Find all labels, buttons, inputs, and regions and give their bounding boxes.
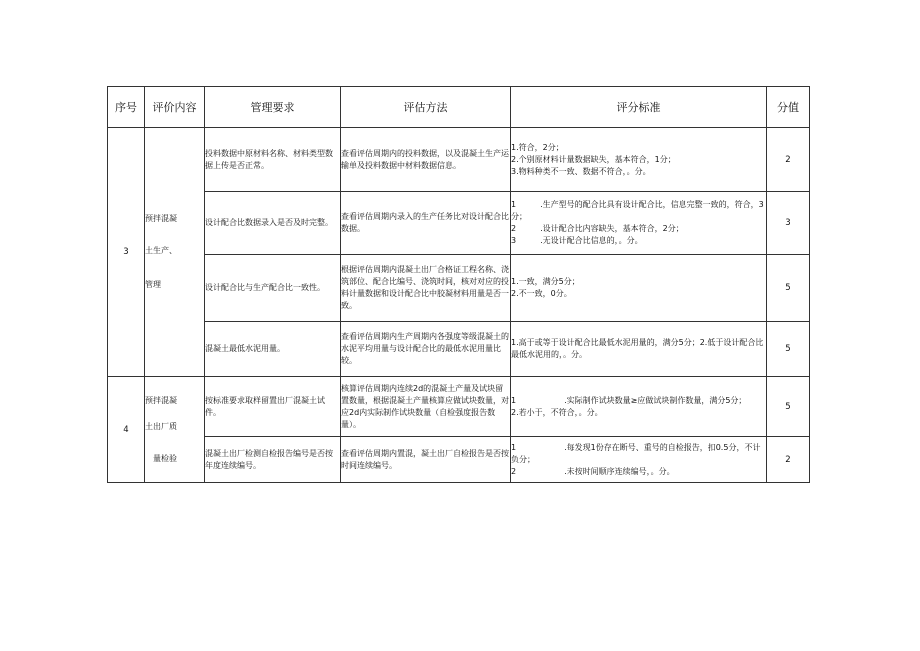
- header-number: 序号: [108, 87, 145, 128]
- method-cell: 查看评估周期内生产周期内各强度等级混凝土的水泥平均用量与设计配合比的最低水泥用量比较。: [341, 322, 511, 377]
- requirement-cell: 投料数据中原材料名称、材料类型数据上传是否正常。: [205, 128, 341, 192]
- criteria-line: 1 .每发现1份存在断号、重号的自检报告，扣0.5分，不计负分；: [511, 442, 761, 464]
- table-header-row: [108, 87, 810, 128]
- criteria-line: 3.物料种类不一致、数据不符合，。分。: [511, 166, 651, 176]
- content-line: 量检验: [153, 453, 177, 463]
- table-row: [108, 192, 810, 255]
- header-criteria: 评分标准: [511, 87, 767, 128]
- method-cell: 核算评估周期内连续2d的混凝土产量及试块留置数量，根据混凝土产量核算应做试块数量，对应2d内实际制作试块数量（自检强度报告数量）。: [341, 377, 511, 437]
- criteria-cell: [511, 128, 767, 192]
- requirement-cell: 混凝土最低水泥用量。: [205, 322, 341, 377]
- header-content: 评价内容: [145, 87, 205, 128]
- method-cell: 查看评估周期内置混，凝土出厂自检报告是否按时间连续编号。: [341, 437, 511, 483]
- criteria-cell: [511, 192, 767, 255]
- table-row: [108, 377, 810, 437]
- score-cell: 2: [767, 128, 810, 192]
- criteria-line: 3 .无设计配合比信息的，。分。: [511, 236, 643, 245]
- content-line: 管理: [145, 280, 161, 289]
- criteria-line: 2 .设计配合比内容缺失，基本符合，2分；: [511, 224, 684, 233]
- content-line: 土生产、: [145, 246, 177, 255]
- criteria-cell: [511, 322, 767, 377]
- score-cell: 3: [767, 192, 810, 255]
- criteria-cell: [511, 255, 767, 322]
- score-cell: 5: [767, 322, 810, 377]
- header-score: 分值: [767, 87, 810, 128]
- score-cell: 5: [767, 377, 810, 437]
- score-cell: 2: [767, 437, 810, 483]
- method-cell: 查看评估周期内录入的生产任务比对设计配合比数据。: [341, 192, 511, 255]
- content-line: 预拌混凝: [145, 395, 177, 405]
- content-line: 土出厂质: [145, 421, 177, 431]
- header-method: 评估方法: [341, 87, 511, 128]
- content-line: 预拌混凝: [145, 214, 177, 223]
- criteria-line: 2.若小于，不符合，。分。: [511, 407, 603, 417]
- criteria-line: 1 .实际制作试块数量≥应做试块制作数量，满分5分；: [511, 395, 747, 405]
- criteria-line: 2 .未按时间顺序连续编号，。分。: [511, 466, 675, 476]
- group-number: 3: [108, 128, 145, 377]
- requirement-cell: 按标准要求取样留置出厂混凝土试件。: [205, 377, 341, 437]
- requirement-cell: 设计配合比数据录入是否及时完整。: [205, 192, 341, 255]
- criteria-cell: [511, 437, 767, 483]
- group-content: [145, 128, 205, 377]
- group-content: [145, 377, 205, 483]
- header-requirement: 管理要求: [205, 87, 341, 128]
- method-cell: 查看评估周期内的投料数据，以及混凝土生产运输单及投料数据中材料数据信息。: [341, 128, 511, 192]
- criteria-line: 2.不一致，0分。: [511, 289, 572, 298]
- requirement-cell: 混凝土出厂检测自检报告编号是否按年度连续编号。: [205, 437, 341, 483]
- criteria-line: 1.高于或等于设计配合比最低水泥用量的，满分5分；2.低于设计配合比最低水泥用的，。分。: [511, 338, 764, 359]
- criteria-line: 1.符合，2分；: [511, 142, 564, 152]
- criteria-cell: [511, 377, 767, 437]
- table-row: [108, 128, 810, 192]
- table-row: [108, 255, 810, 322]
- criteria-line: 1 .生产型号的配合比具有设计配合比，信息完整一致的，符合，3分；: [511, 200, 764, 221]
- evaluation-table: [107, 86, 810, 483]
- criteria-line: 2.个别原材料计量数据缺失，基本符合，1分；: [511, 154, 676, 164]
- requirement-cell: 设计配合比与生产配合比一致性。: [205, 255, 341, 322]
- score-cell: 5: [767, 255, 810, 322]
- table-row: [108, 437, 810, 483]
- group-number: 4: [108, 377, 145, 483]
- criteria-line: 1.一致，满分5分；: [511, 277, 580, 286]
- table-row: [108, 322, 810, 377]
- method-cell: 根据评估周期内混凝土出厂合格证工程名称、浇筑部位、配合比编号、浇筑时间，核对对应的投料计量数据和设计配合比中胶凝材料用量是否一致。: [341, 255, 511, 322]
